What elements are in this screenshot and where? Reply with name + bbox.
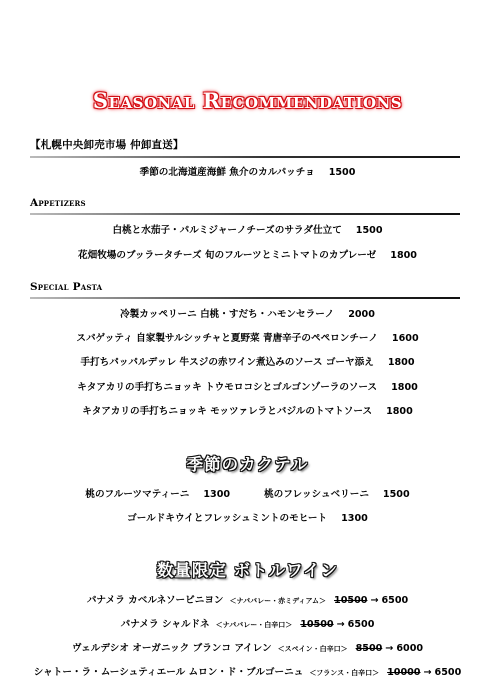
menu-item — [0, 403, 495, 417]
new-price: 6500 — [381, 595, 409, 606]
section-appetizers — [30, 197, 460, 215]
section-appetizers-label: Appetizers — [30, 197, 86, 209]
item-name: 桃のフルーツマティーニ — [85, 489, 190, 500]
old-price: 8500 — [355, 643, 383, 654]
menu-item — [0, 164, 495, 178]
menu-item — [0, 330, 495, 344]
item-name: 白桃と水茄子・パルミジャーノチーズのサラダ仕立て — [112, 225, 342, 236]
menu-item — [0, 306, 495, 320]
item-price: 1800 — [391, 382, 418, 393]
new-price: 6000 — [396, 643, 424, 654]
cocktail-row — [0, 486, 495, 500]
menu-item — [0, 379, 495, 393]
item-name: シャトー・ラ・ムーシュティエール ムロン・ド・ブルゴーニュ — [33, 667, 304, 678]
wine-item — [0, 592, 495, 606]
section-divider — [30, 297, 460, 299]
item-name: 手打ちパッパルデッレ 牛スジの赤ワイン煮込みのソース ゴーヤ添え — [80, 357, 374, 368]
old-price: 10500 — [300, 619, 334, 630]
section-pasta-label: Special Pasta — [30, 281, 103, 293]
menu-item — [0, 354, 495, 368]
wine-note: ＜スペイン・白辛口＞ — [277, 645, 348, 653]
item-price: 1500 — [355, 225, 383, 236]
item-name: キタアカリの手打ちニョッキ モッツァレラとバジルのトマトソース — [82, 406, 373, 417]
wine-item — [0, 640, 495, 654]
item-name: キタアカリの手打ちニョッキ トウモロコシとゴルゴンゾーラのソース — [77, 382, 378, 393]
arrow-icon: → — [336, 619, 345, 630]
item-price: 2000 — [348, 309, 375, 320]
item-name: パナメラ カベルネソービニヨン — [86, 595, 224, 606]
item-price: 1500 — [328, 167, 356, 178]
item-name: スパゲッティ 自家製サルシッチャと夏野菜 青唐辛子のペペロンチーノ — [76, 333, 378, 344]
wine-item — [0, 616, 495, 630]
menu-item — [0, 247, 495, 261]
cocktails-heading: 季節のカクテル — [186, 455, 309, 474]
section-market — [30, 137, 460, 158]
wine-note: ＜フランス・白辛口＞ — [309, 669, 380, 677]
item-price: 1800 — [390, 250, 417, 261]
old-price: 10000 — [387, 667, 421, 678]
arrow-icon: → — [423, 667, 432, 678]
section-market-label: 【札幌中央卸売市場 仲卸直送】 — [30, 139, 184, 151]
item-name: 桃のフレッシュベリーニ — [264, 489, 369, 500]
menu-item — [0, 222, 495, 236]
wine-note: ＜ナパバレー・赤ミディアム＞ — [229, 597, 327, 605]
section-divider — [30, 213, 460, 215]
cocktail-row — [0, 510, 495, 524]
item-price: 1300 — [341, 513, 368, 524]
new-price: 6500 — [347, 619, 375, 630]
item-name: ゴールドキウイとフレッシュミントのモヒート — [127, 513, 328, 524]
item-price: 1500 — [382, 489, 410, 500]
item-name: パナメラ シャルドネ — [120, 619, 210, 630]
section-pasta — [30, 281, 460, 299]
item-price: 1600 — [391, 333, 419, 344]
item-price: 1300 — [203, 489, 231, 500]
item-name: 季節の北海道産海鮮 魚介のカルパッチョ — [139, 167, 315, 178]
arrow-icon: → — [385, 643, 394, 654]
item-name: 冷製カッペリーニ 白桃・すだち・ハモンセラーノ — [120, 309, 335, 320]
wine-item — [0, 664, 495, 678]
page-title: Seasonal Recommendations — [92, 88, 403, 113]
item-price: 1800 — [387, 357, 415, 368]
arrow-icon: → — [370, 595, 379, 606]
new-price: 6500 — [434, 667, 462, 678]
wines-heading: 数量限定 ボトルワイン — [156, 561, 339, 580]
wine-note: ＜ナパバレー・白辛口＞ — [215, 621, 293, 629]
item-name: 花畑牧場のブッラータチーズ 旬のフルーツとミニトマトのカプレーゼ — [78, 250, 377, 261]
old-price: 10500 — [334, 595, 368, 606]
item-price: 1800 — [386, 406, 413, 417]
item-name: ヴェルデシオ オーガニック ブランコ アイレン — [71, 643, 272, 654]
section-divider — [30, 156, 460, 158]
